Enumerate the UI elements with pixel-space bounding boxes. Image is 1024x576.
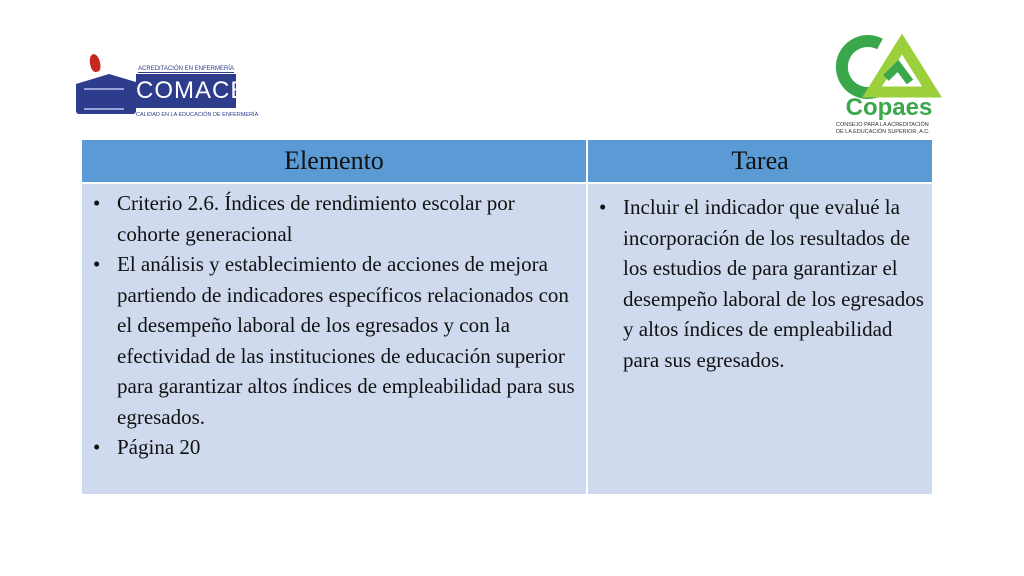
tarea-list — [594, 192, 926, 375]
flame-icon — [88, 53, 102, 73]
elemento-list — [88, 188, 580, 463]
comace-logo — [72, 52, 259, 128]
list-item-analisis: • El análisis y establecimiento de acciones de mejora partiendo de indicadores específicos relacionados con el desempeño laboral de los egresados y con la efectividad de las instituciones de educación superior para garantizar altos índices de empleabilidad para sus egresados. — [117, 249, 580, 432]
book-lines — [84, 88, 124, 110]
tarea-cell — [587, 183, 933, 495]
copaes-name: Copaes — [845, 94, 933, 121]
header-elemento: Elemento — [81, 139, 587, 183]
list-item-criterio: • Criterio 2.6. Índices de rendimiento escolar por cohorte generacional — [117, 188, 580, 249]
table-header-row — [81, 139, 933, 183]
header-tarea: Tarea — [587, 139, 933, 183]
copaes-logo — [830, 38, 948, 138]
elemento-cell — [81, 183, 587, 495]
comace-bottom-text: CALIDAD EN LA EDUCACIÓN DE ENFERMERÍA — [136, 112, 259, 118]
list-item-pagina: • Página 20 — [117, 432, 580, 463]
comace-top-text: ACREDITACIÓN EN ENFERMERÍA — [138, 66, 234, 72]
copaes-subtitle — [836, 122, 946, 136]
comace-name: COMACE — [136, 74, 236, 108]
table-row — [81, 183, 933, 495]
list-item-tarea: • Incluir el indicador que evalué la incorporación de los resultados de los estudios de para garantizar el desempeño laboral de los egresados y altos índices de empleabilidad para sus egresados. — [623, 192, 926, 375]
copaes-emblem-icon — [834, 38, 942, 96]
criteria-table — [80, 138, 934, 496]
copaes-subtitle-line1: CONSEJO PARA LA ACREDITACIÓN — [836, 122, 929, 128]
copaes-subtitle-line2: DE LA EDUCACIÓN SUPERIOR, A.C. — [836, 129, 930, 135]
